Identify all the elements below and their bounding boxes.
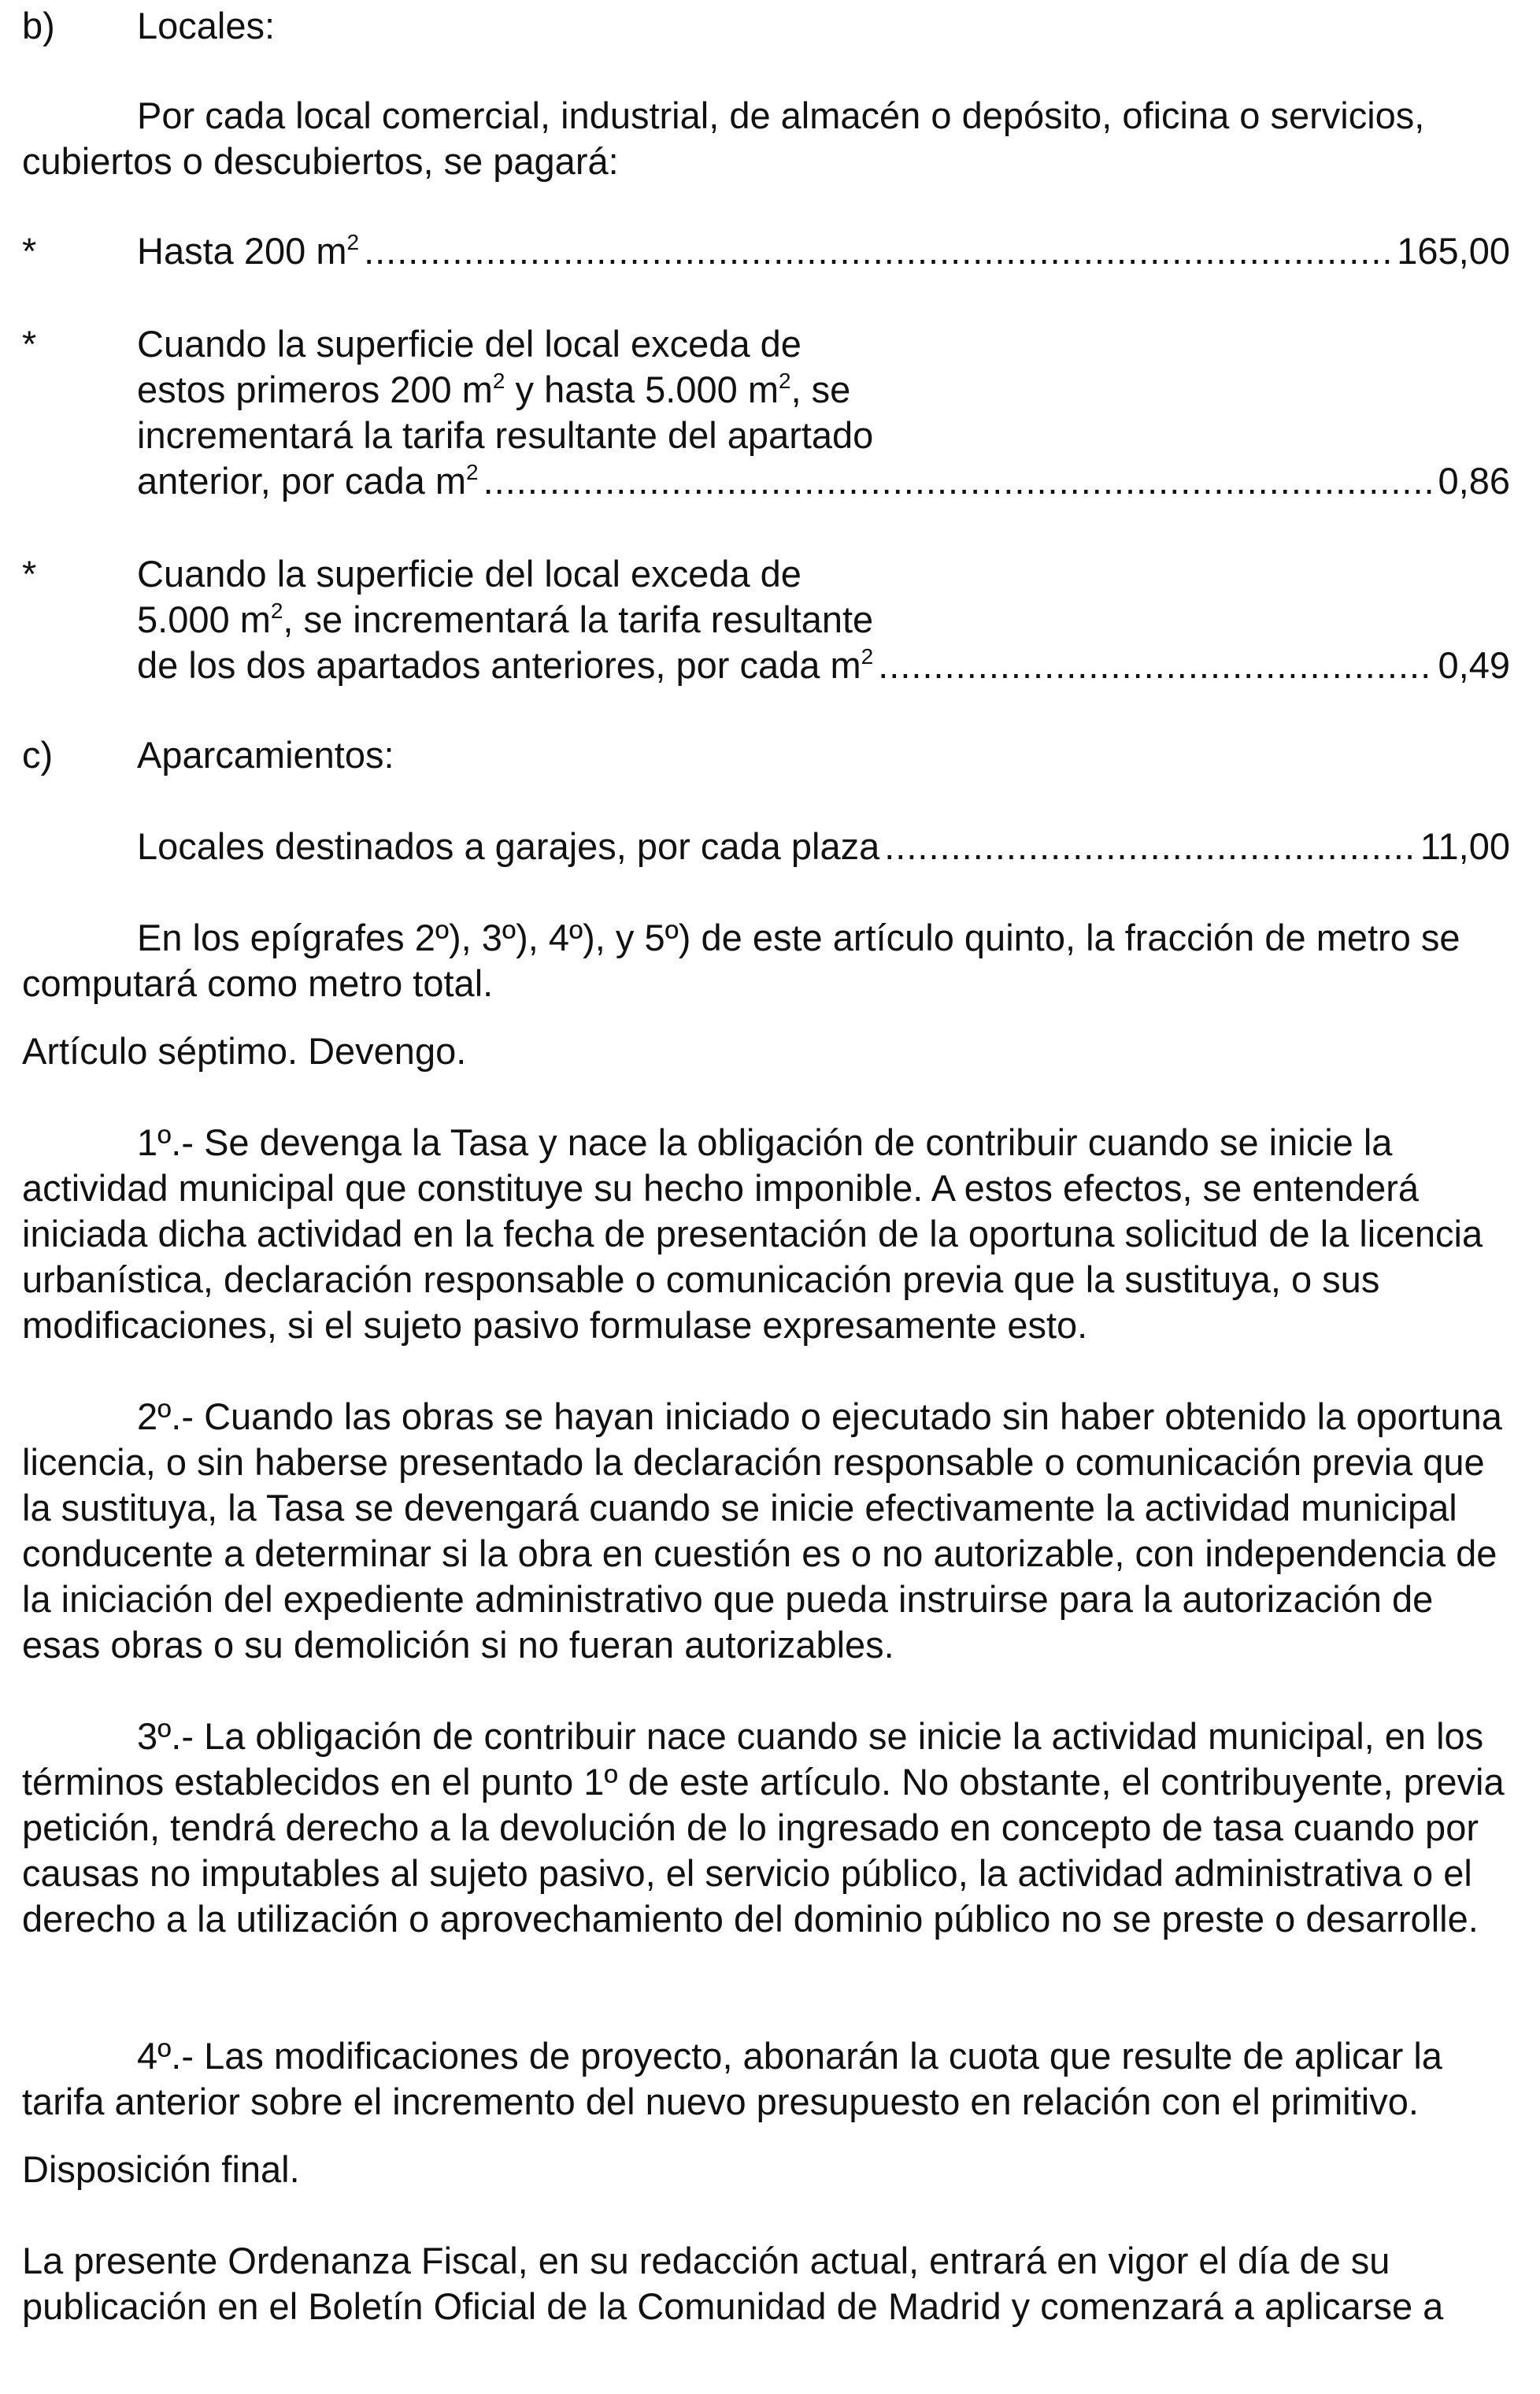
final-provision-text: La presente Ordenanza Fiscal, en su redacción actual, entrará en vigor el día de su publicación en el Boletín Oficial de la Comunidad de Madrid y comenzará a aplicarse a [22,2240,1444,2327]
section-c-marker: c) [22,734,54,776]
tariff-item-over-5000: Cuando la superficie del local exceda de 5.000 $m^2$, se incrementará la tarifa resultante [137,553,874,640]
dot-leader [878,643,1433,688]
section-b-title: Locales: [137,5,276,46]
tariff-item-200-5000: Cuando la superficie del local exceda de estos primeros 200 $m^2$ y hasta 5.000 $m^2$, se incrementará la tarifa resultante del apartado [137,323,874,456]
section-b-intro: Por cada local comercial, industrial, de almacén o depósito, oficina o servicios, cubiertos o descubiertos, se pagará: [22,94,1425,182]
article-7-paragraph-2: 2º.- Cuando las obras se hayan iniciado o ejecutado sin haber obtenido la oportuna licencia, o sin haberse presentado la declaración responsable o comunicación previa que la sustituya, la Tasa se devengará cuando se inicie efectivamente la actividad municipal conducente a determinar si la obra en cuestión es o no autorizable, con independencia de la iniciación del expediente administrativo que pueda instruirse para la autorización de esas obras o su demolición si no fueran autorizables. [22,1395,1502,1666]
section-c-heading [22,732,1510,778]
article-7-paragraph-1: 1º.- Se devenga la Tasa y nace la obligación de contribuir cuando se inicie la actividad municipal que constituye su hecho imponible. A estos efectos, se entenderá iniciada dicha actividad en la fecha de presentación de la oportuna solicitud de la licencia urbanística, declaración responsable o comunicación previa que la sustituya, o sus modificaciones, si el sujeto pasivo formulase expresamente esto. [22,1121,1483,1346]
tariff-row-hasta-200: Hasta 200 $m^2$ ..... 165,00 [137,228,1510,274]
tariff-row-per-m2-086: anterior, por cada $m^2$ ..... 0,86 [137,458,1510,504]
dot-leader [884,824,1416,869]
article-7-paragraph-3: 3º.- La obligación de contribuir nace cuando se inicie la actividad municipal, en los términos establecidos en el punto 1º de este artículo. No obstante, el contribuyente, previa petición, tendrá derecho a la devolución de lo ingresado en concepto de tasa cuando por causas no imputables al sujeto pasivo, el servicio público, la actividad administrativa o el derecho a la utilización o aprovechamiento del dominio público no se preste o desarrolle. [22,1715,1505,1940]
article-7-paragraph-4: 4º.- Las modificaciones de proyecto, abonarán la cuota que resulte de aplicar la tarifa anterior sobre el incremento del nuevo presupuesto en relación con el primitivo. [22,2035,1442,2122]
bullet-1: * [22,230,37,272]
bullet-2: * [22,323,37,365]
tariff-row-garajes: Locales destinados a garajes, por cada plaza ..... 11,00 [137,824,1510,869]
tariff-value: 165,00 [1397,230,1510,272]
tariff-row-per-m2-049: de los dos apartados anteriores, por cada $m^2$ ..... 0,49 [137,643,1510,688]
final-provision-heading: Disposición final. [22,2148,300,2190]
bullet-3: * [22,553,37,595]
dot-leader [483,458,1434,504]
tariff-value: 11,00 [1420,825,1510,867]
section-c-title: Aparcamientos: [137,734,394,776]
section-b-heading [22,3,1510,49]
section-b-marker: b) [22,5,55,46]
tariff-value: 0,49 [1438,644,1510,686]
tariff-value: 0,86 [1438,460,1510,502]
dot-leader [364,228,1392,274]
epigrafes-note: En los epígrafes 2º), 3º), 4º), y 5º) de este artículo quinto, la fracción de metro se computará como metro total. [22,917,1460,1004]
article-7-heading: Artículo séptimo. Devengo. [22,1030,467,1072]
